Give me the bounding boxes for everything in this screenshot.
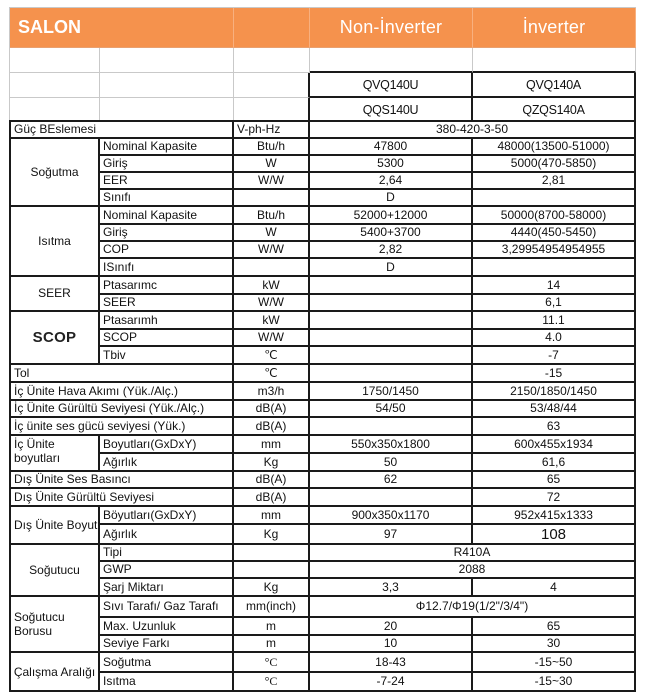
unit-cell: mm(inch) bbox=[234, 597, 310, 618]
value-inverter: 65 bbox=[473, 472, 636, 489]
value-inverter: 72 bbox=[473, 489, 636, 507]
param-cell: Nominal Kapasite bbox=[100, 139, 234, 156]
unit-cell bbox=[234, 190, 310, 207]
param-cell: Tipi bbox=[100, 545, 234, 562]
value-inverter: 48000(13500-51000) bbox=[473, 139, 636, 156]
value-non-inverter: 52000+12000 bbox=[310, 207, 473, 225]
value-inverter: 4440(450-5450) bbox=[473, 225, 636, 242]
value-non-inverter bbox=[310, 295, 473, 312]
model-indoor-inverter: QVQ140A bbox=[473, 73, 636, 98]
value-cell: Φ12.7/Φ19(1/2"/3/4") bbox=[310, 597, 636, 618]
value-inverter: 14 bbox=[473, 277, 636, 295]
group-label-refrigerant: Soğutucu bbox=[11, 545, 100, 597]
param-cell: Ağırlık bbox=[100, 525, 234, 545]
blank-cell bbox=[10, 73, 100, 98]
unit-cell: °C bbox=[234, 653, 310, 673]
value-non-inverter: 2,64 bbox=[310, 173, 473, 190]
param-cell: Giriş bbox=[100, 225, 234, 242]
value-non-inverter: 47800 bbox=[310, 139, 473, 156]
unit-cell: ℃ bbox=[234, 347, 310, 365]
group-label-outdoor-dimensions: Dış Ünite Boyut bbox=[11, 507, 100, 545]
unit-cell: Kg bbox=[234, 579, 310, 597]
unit-cell: W bbox=[234, 156, 310, 173]
param-cell: SEER bbox=[100, 295, 234, 312]
param-cell: Soğutma bbox=[100, 653, 234, 673]
unit-cell bbox=[234, 259, 310, 277]
value-non-inverter: 550x350x1800 bbox=[310, 436, 473, 454]
table-title: SALON bbox=[10, 8, 234, 48]
value-non-inverter: D bbox=[310, 259, 473, 277]
unit-cell: W/W bbox=[234, 173, 310, 190]
param-cell: Ptasarımc bbox=[100, 277, 234, 295]
unit-cell: ℃ bbox=[234, 365, 310, 383]
unit-cell: W/W bbox=[234, 242, 310, 259]
param-cell: Sıvı Tarafı/ Gaz Tarafı bbox=[100, 597, 234, 618]
group-label-operating-range: Çalışma Aralığı bbox=[11, 653, 100, 692]
outdoor-sound-pressure-label: Dış Ünite Ses Basıncı bbox=[11, 472, 234, 489]
value-inverter: -15~30 bbox=[473, 673, 636, 692]
unit-cell: W bbox=[234, 225, 310, 242]
param-cell: Nominal Kapasite bbox=[100, 207, 234, 225]
header-blank-cell bbox=[234, 8, 310, 48]
param-cell: Tbiv bbox=[100, 347, 234, 365]
param-cell: COP bbox=[100, 242, 234, 259]
value-non-inverter: 97 bbox=[310, 525, 473, 545]
value-inverter: 108 bbox=[473, 525, 636, 545]
value-inverter: 30 bbox=[473, 636, 636, 653]
param-cell: Ptasarımh bbox=[100, 312, 234, 330]
blank-cell bbox=[473, 48, 636, 73]
param-cell: ISınıfı bbox=[100, 259, 234, 277]
value-inverter: 4 bbox=[473, 579, 636, 597]
value-non-inverter bbox=[310, 312, 473, 330]
indoor-noise-label: İç Ünite Gürültü Seviyesi (Yük./Alç.) bbox=[11, 401, 234, 418]
value-inverter: -7 bbox=[473, 347, 636, 365]
value-inverter: 50000(8700-58000) bbox=[473, 207, 636, 225]
value-inverter: -15 bbox=[473, 365, 636, 383]
value-non-inverter: 50 bbox=[310, 454, 473, 472]
column-header-inverter: İnverter bbox=[473, 8, 636, 48]
value-inverter: 11.1 bbox=[473, 312, 636, 330]
param-cell: Boyutları(GxDxY) bbox=[100, 436, 234, 454]
value-non-inverter: 62 bbox=[310, 472, 473, 489]
value-inverter: -15~50 bbox=[473, 653, 636, 673]
param-cell: Seviye Farkı bbox=[100, 636, 234, 653]
value-non-inverter: D bbox=[310, 190, 473, 207]
power-supply-label: Güç BEslemesi bbox=[11, 122, 234, 139]
column-header-non-inverter: Non-İnverter bbox=[310, 8, 473, 48]
value-non-inverter bbox=[310, 365, 473, 383]
unit-cell: Kg bbox=[234, 454, 310, 472]
model-outdoor-inverter: QZQS140A bbox=[473, 98, 636, 122]
param-cell: EER bbox=[100, 173, 234, 190]
unit-cell: Btu/h bbox=[234, 207, 310, 225]
unit-cell: W/W bbox=[234, 330, 310, 347]
blank-cell bbox=[100, 98, 234, 122]
group-label-seer: SEER bbox=[11, 277, 100, 312]
param-cell: GWP bbox=[100, 562, 234, 579]
unit-cell: dB(A) bbox=[234, 489, 310, 507]
unit-cell: m bbox=[234, 636, 310, 653]
unit-cell: V-ph-Hz bbox=[234, 122, 310, 139]
unit-cell: dB(A) bbox=[234, 401, 310, 418]
value-inverter: 3,29954954954955 bbox=[473, 242, 636, 259]
spec-table-body bbox=[9, 120, 636, 692]
blank-cell bbox=[100, 73, 234, 98]
value-non-inverter: 1750/1450 bbox=[310, 383, 473, 401]
unit-cell: m3/h bbox=[234, 383, 310, 401]
value-inverter: 952x415x1333 bbox=[473, 507, 636, 525]
value-non-inverter bbox=[310, 347, 473, 365]
outdoor-noise-label: Dış Ünite Gürültü Seviyesi bbox=[11, 489, 234, 507]
param-cell: Böyutları(GxDxY) bbox=[100, 507, 234, 525]
value-inverter: 600x455x1934 bbox=[473, 436, 636, 454]
value-inverter bbox=[473, 190, 636, 207]
value-non-inverter: -7-24 bbox=[310, 673, 473, 692]
blank-cell bbox=[100, 48, 234, 73]
value-non-inverter: 54/50 bbox=[310, 401, 473, 418]
value-non-inverter: 3,3 bbox=[310, 579, 473, 597]
unit-cell: dB(A) bbox=[234, 418, 310, 436]
value-inverter bbox=[473, 259, 636, 277]
indoor-sound-power-label: İç ünite ses gücü seviyesi (Yük.) bbox=[11, 418, 234, 436]
group-label-heating: Isıtma bbox=[11, 207, 100, 277]
value-non-inverter: 10 bbox=[310, 636, 473, 653]
value-inverter: 2150/1850/1450 bbox=[473, 383, 636, 401]
group-label-piping: Soğutucu Borusu bbox=[11, 597, 100, 653]
value-cell: 2088 bbox=[310, 562, 636, 579]
unit-cell: Btu/h bbox=[234, 139, 310, 156]
value-inverter: 53/48/44 bbox=[473, 401, 636, 418]
value-non-inverter bbox=[310, 489, 473, 507]
value-non-inverter: 18-43 bbox=[310, 653, 473, 673]
value-cell: R410A bbox=[310, 545, 636, 562]
blank-cell bbox=[10, 48, 100, 73]
value-cell: 380-420-3-50 bbox=[310, 122, 636, 139]
param-cell: Sınıfı bbox=[100, 190, 234, 207]
param-cell: Giriş bbox=[100, 156, 234, 173]
value-inverter: 61,6 bbox=[473, 454, 636, 472]
group-label-cooling: Soğutma bbox=[11, 139, 100, 207]
blank-cell bbox=[310, 48, 473, 73]
tol-label: Tol bbox=[11, 365, 234, 383]
unit-cell: kW bbox=[234, 277, 310, 295]
value-inverter: 65 bbox=[473, 618, 636, 636]
model-outdoor-non-inverter: QQS140U bbox=[310, 98, 473, 122]
value-non-inverter: 900x350x1170 bbox=[310, 507, 473, 525]
indoor-airflow-label: İç Ünite Hava Akımı (Yük./Alç.) bbox=[11, 383, 234, 401]
spec-table-header bbox=[9, 7, 636, 122]
value-inverter: 6,1 bbox=[473, 295, 636, 312]
unit-cell: mm bbox=[234, 436, 310, 454]
param-cell: Max. Uzunluk bbox=[100, 618, 234, 636]
blank-cell bbox=[234, 48, 310, 73]
unit-cell bbox=[234, 545, 310, 562]
param-cell: Ağırlık bbox=[100, 454, 234, 472]
unit-cell: Kg bbox=[234, 525, 310, 545]
value-inverter: 63 bbox=[473, 418, 636, 436]
blank-cell bbox=[234, 98, 310, 122]
value-inverter: 4.0 bbox=[473, 330, 636, 347]
unit-cell bbox=[234, 562, 310, 579]
value-inverter: 2,81 bbox=[473, 173, 636, 190]
param-cell: SCOP bbox=[100, 330, 234, 347]
unit-cell: W/W bbox=[234, 295, 310, 312]
value-non-inverter bbox=[310, 277, 473, 295]
unit-cell: m bbox=[234, 618, 310, 636]
value-non-inverter: 2,82 bbox=[310, 242, 473, 259]
group-label-scop: SCOP bbox=[11, 312, 100, 365]
value-non-inverter bbox=[310, 418, 473, 436]
unit-cell: mm bbox=[234, 507, 310, 525]
model-indoor-non-inverter: QVQ140U bbox=[310, 73, 473, 98]
blank-cell bbox=[234, 73, 310, 98]
value-inverter: 5000(470-5850) bbox=[473, 156, 636, 173]
param-cell: Şarj Miktarı bbox=[100, 579, 234, 597]
unit-cell: °C bbox=[234, 673, 310, 692]
unit-cell: dB(A) bbox=[234, 472, 310, 489]
blank-cell bbox=[10, 98, 100, 122]
value-non-inverter: 5400+3700 bbox=[310, 225, 473, 242]
value-non-inverter bbox=[310, 330, 473, 347]
group-label-indoor-dimensions: İç Ünite boyutları bbox=[11, 436, 100, 472]
unit-cell: kW bbox=[234, 312, 310, 330]
value-non-inverter: 20 bbox=[310, 618, 473, 636]
value-non-inverter: 5300 bbox=[310, 156, 473, 173]
param-cell: Isıtma bbox=[100, 673, 234, 692]
